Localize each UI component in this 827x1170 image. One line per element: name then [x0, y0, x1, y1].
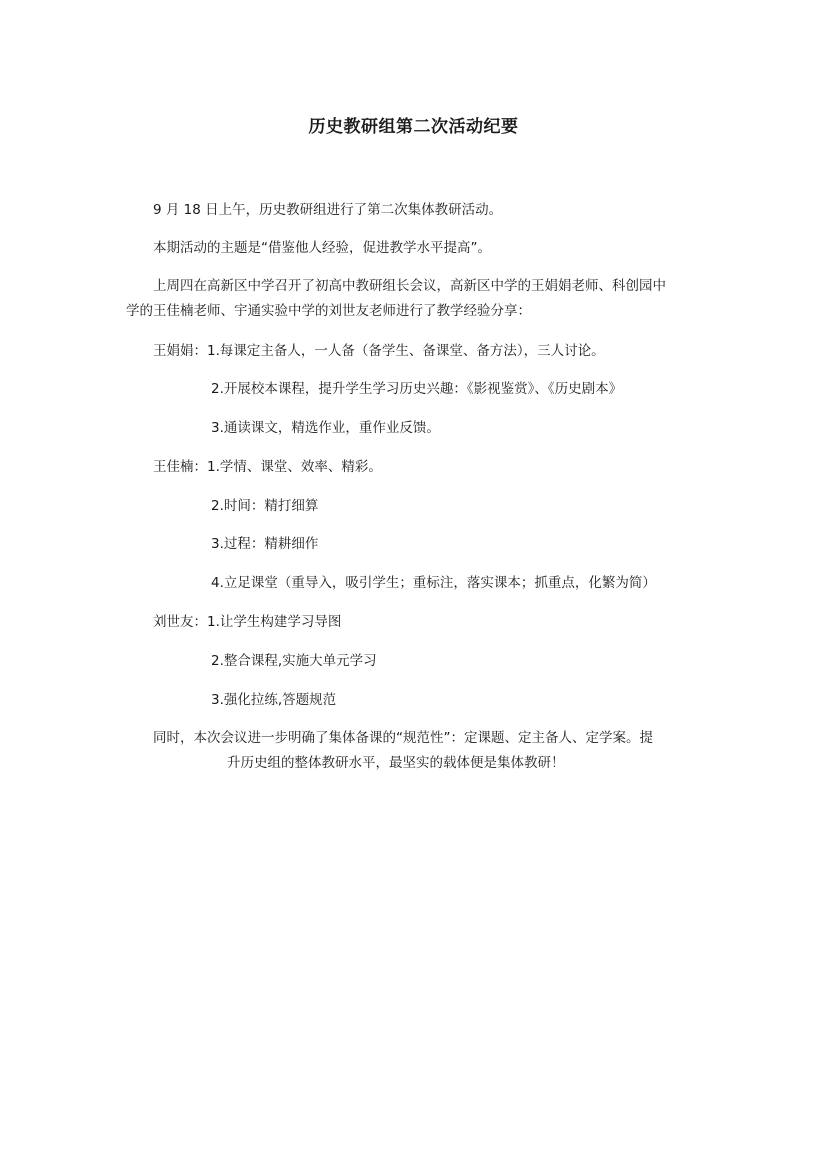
intro-paragraph: 9 月 18 日上午，历史教研组进行了第二次集体教研活动。 — [153, 202, 503, 218]
theme-paragraph: 本期活动的主题是“借鉴他人经验，促进教学水平提高”。 — [153, 240, 491, 256]
liu-shiyou-item3: 3.强化拉练,答题规范 — [211, 692, 337, 708]
meeting-paragraph-line2: 学的王佳楠老师、宇通实验中学的刘世友老师进行了教学经验分享： — [126, 303, 531, 319]
wang-juanjuan-item2: 2.开展校本课程，提升学生学习历史兴趣：《影视鉴赏》、《历史剧本》 — [211, 381, 623, 397]
wang-jianan-item2: 2.时间：精打细算 — [211, 498, 319, 514]
wang-jianan-item4: 4.立足课堂（重导入，吸引学生；重标注，落实课本；抓重点，化繁为简） — [211, 575, 656, 591]
conclusion-line1: 同时，本次会议进一步明确了集体备课的“规范性”：定课题、定主备人、定学案。提 — [153, 730, 653, 746]
liu-shiyou-item1: 刘世友：1.让学生构建学习导图 — [153, 614, 342, 630]
meeting-paragraph-line1: 上周四在高新区中学召开了初高中教研组长会议，高新区中学的王娟娟老师、科创园中 — [153, 278, 666, 294]
wang-juanjuan-item3: 3.通读课文，精选作业，重作业反馈。 — [211, 420, 440, 436]
wang-jianan-item1: 王佳楠：1.学情、课堂、效率、精彩。 — [153, 459, 382, 475]
conclusion-line2: 升历史组的整体教研水平，最坚实的载体便是集体教研！ — [227, 755, 565, 771]
wang-juanjuan-item1: 王娟娟：1.每课定主备人，一人备（备学生、备课堂、备方法），三人讨论。 — [153, 343, 605, 359]
wang-jianan-item3: 3.过程：精耕细作 — [211, 536, 319, 552]
document-title: 历史教研组第二次活动纪要 — [308, 117, 519, 137]
liu-shiyou-item2: 2.整合课程,实施大单元学习 — [211, 653, 377, 669]
